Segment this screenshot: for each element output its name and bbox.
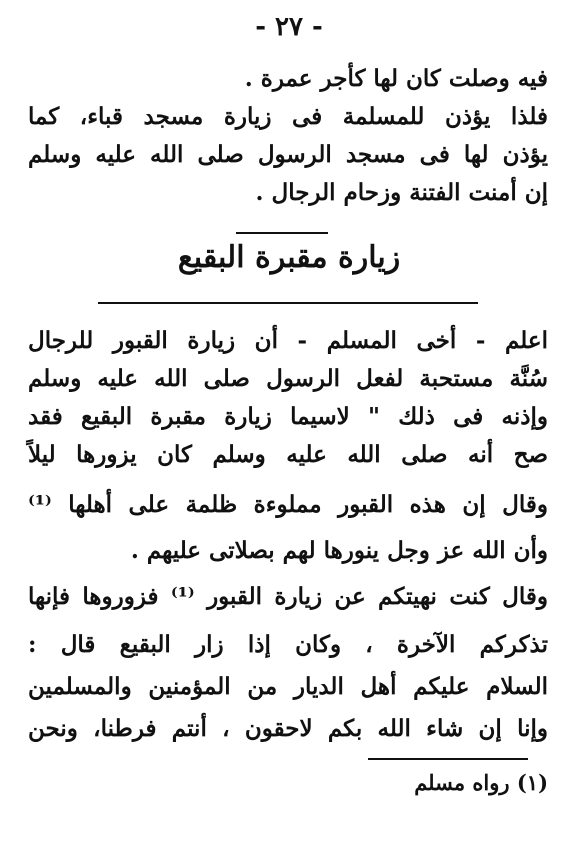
footnote-separator (368, 758, 528, 760)
text-line: السلام عليكم أهل الديار من المؤمنين والمسلمين (28, 673, 548, 700)
text-line: وإذنه فى ذلك " لاسيما زيارة مقبرة البقيع فقد (28, 403, 548, 430)
text-line: إن أمنت الفتنة وزحام الرجال . (255, 179, 548, 206)
text-line: اعلم - أخى المسلم - أن زيارة القبور للرجال (28, 327, 548, 354)
heading-divider (236, 232, 328, 234)
text-line: فلذا يؤذن للمسلمة فى زيارة مسجد قباء، كما (28, 103, 548, 130)
section-heading: زيارة مقبرة البقيع (177, 240, 401, 275)
text-line: تذكركم الآخرة ، وكان إذا زار البقيع قال : (28, 631, 548, 658)
text-line: فيه وصلت كان لها كأجر عمرة . (244, 65, 548, 92)
page-number: - ٢٧ - (255, 12, 323, 42)
text-line: يؤذن لها فى مسجد الرسول صلى الله عليه وسلم (28, 141, 548, 168)
footnote: (١) رواه مسلم (414, 770, 548, 795)
heading-underline (98, 302, 478, 304)
text-line: وقال كنت نهيتكم عن زيارة القبور ⁽¹⁾ فزوروها فإنها (28, 583, 548, 610)
text-line: وأن الله عز وجل ينورها لهم بصلاتى عليهم . (130, 537, 548, 564)
text-line: وقال إن هذه القبور مملوءة ظلمة على أهلها ⁽¹⁾ (28, 491, 548, 518)
text-line: سُنَّة مستحبة لفعل الرسول صلى الله عليه وسلم (28, 365, 548, 392)
text-line: صح أنه صلى الله عليه وسلم كان يزورها ليلاً (28, 441, 548, 468)
text-line: وإنا إن شاء الله بكم لاحقون ، أنتم فرطنا، ونحن (28, 715, 548, 742)
